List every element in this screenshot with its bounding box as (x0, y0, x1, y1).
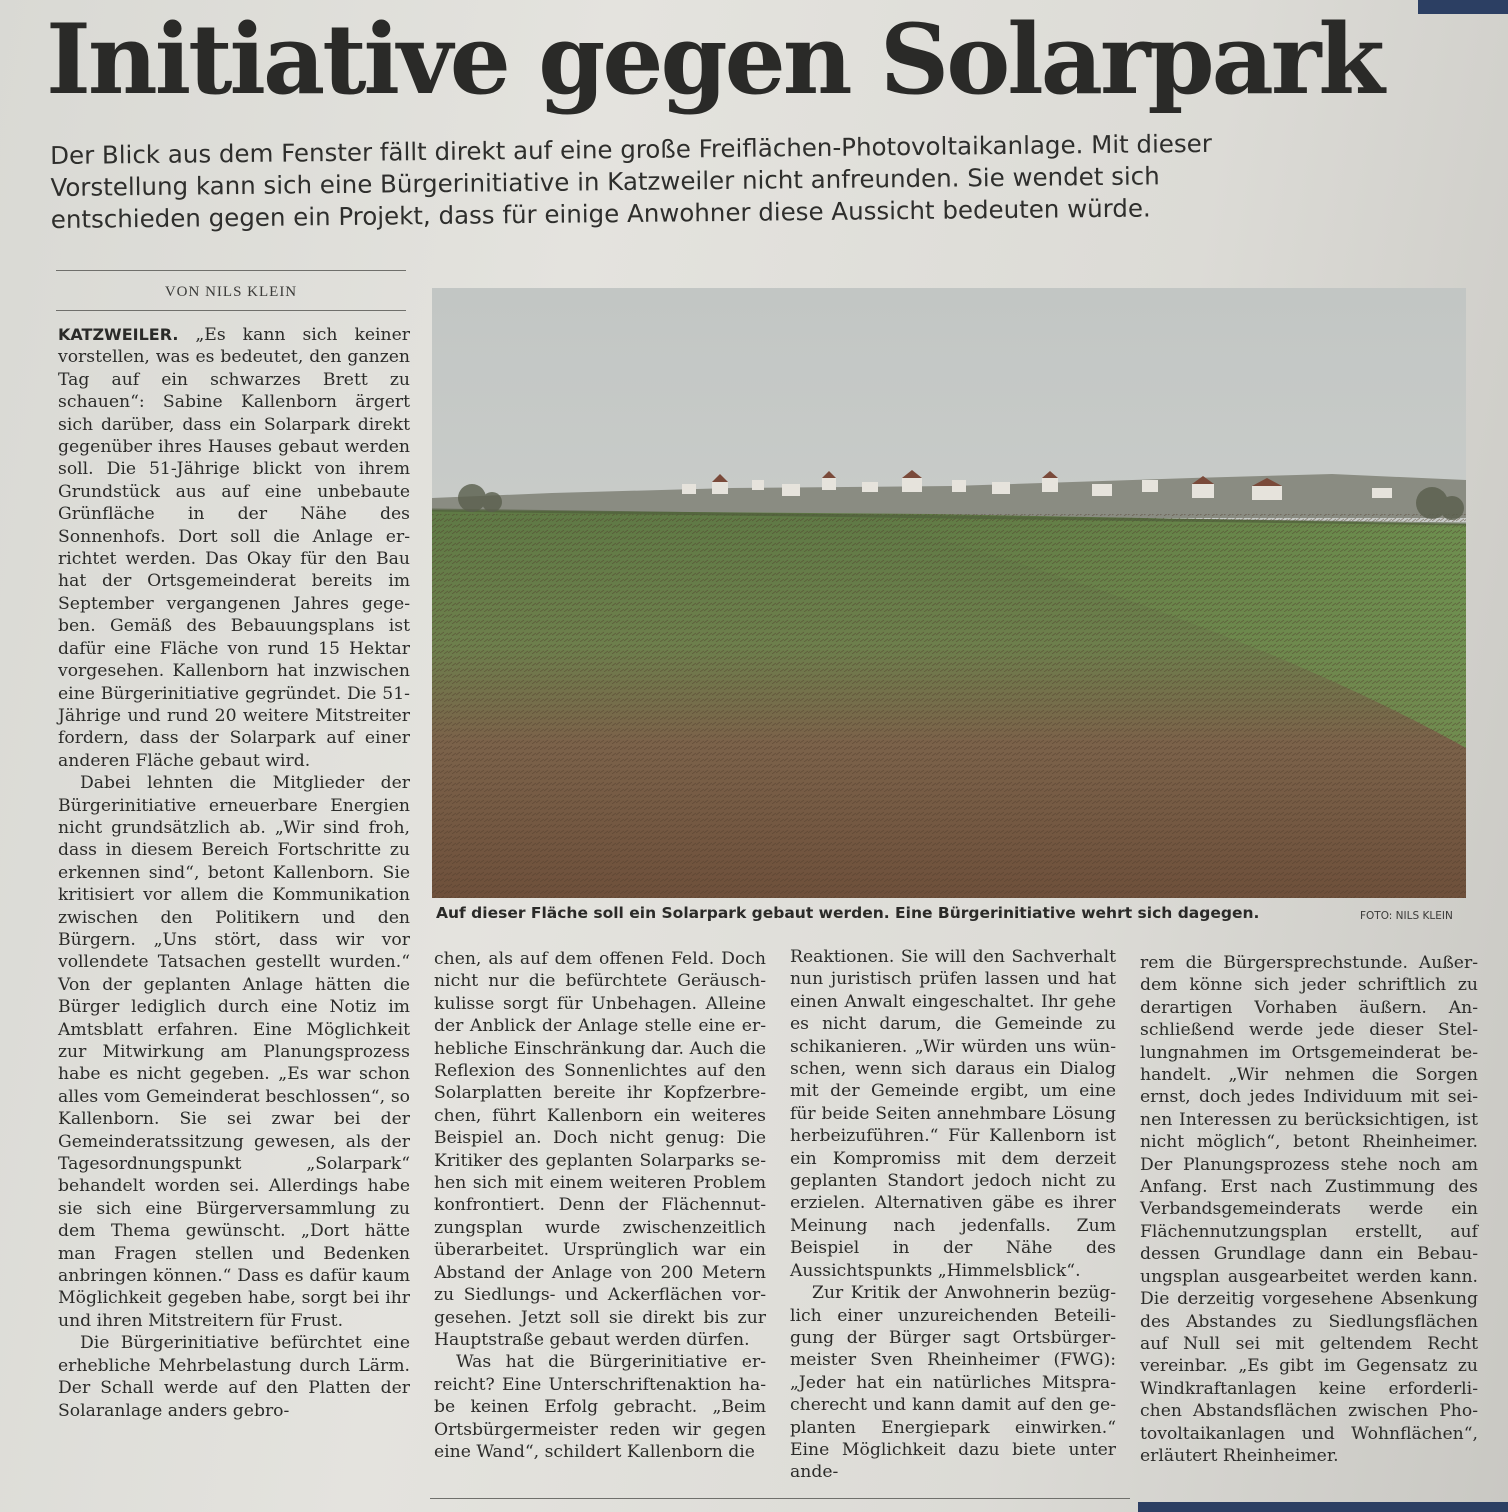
dateline: KATZWEILER. (58, 325, 179, 344)
byline: VON NILS KLEIN (164, 284, 298, 300)
lead-paragraph: Der Blick aus dem Fenster fällt direkt auf eine große Freiflächen-Photovoltaikanlage. Mit dieser Vorstellung kann sich eine Bürgerinitiative in Katzweiler nicht anfreunden. Sie wendet sich entschieden gegen ein Projekt, dass für einige Anwohner diese Aussicht bedeuten würde. (50, 128, 1212, 234)
column-2 (434, 948, 766, 1463)
byline-rule-bottom (56, 310, 406, 311)
photo-caption: Auf dieser Fläche soll ein Solarpark gebaut werden. Eine Bürgerinitiative wehrt sich dagegen. (436, 904, 1260, 922)
column-4-paragraph-1: rem die Bürgersprechstunde. Außerdem könne sich jeder schriftlich zu derartigen Vorhaben äußern. Anschließend werde jede dieser Stellungnahmen im Ortsgemeinderat behandelt. „Wir nehmen die Sorgen ernst, doch jedes Individuum mit seinen Interessen zu berücksichtigen, ist nicht möglich“, betont Rheinheimer. Der Planungsprozess stehe noch am Anfang. Erst nach Zustimmung des Verbandsgemeinderats werde ein Flächennutzungsplan erstellt, auf dessen Grundlage dann ein Bebauungsplan ausgearbeitet werden kann. Die derzeitig vorgesehene Absenkung des Abstandes zu Siedlungsflächen auf Null sei mit geltendem Recht vereinbar. „Es gibt im Gegensatz zu Windkraftanlagen keine erforderlichen Abstandsflächen zwischen Photovoltaikanlagen und Wohnflächen“, erläutert Rheinheimer. (1140, 953, 1478, 1466)
column-1-paragraph-1 (58, 324, 410, 772)
article-photo (432, 288, 1466, 898)
column-3-paragraph-2: Zur Kritik der Anwohnerin bezüglich einer unzureichenden Beteiligung der Bürger sagt Ortsbürgermeister Sven Rheinheimer (FWG): „Jeder hat ein natürliches Mitspracherecht und kann damit auf den geplanten Energiepark einwirken.“ Eine Möglichkeit dazu biete unter ande- (790, 1283, 1116, 1483)
column-3 (790, 946, 1116, 1484)
column-2-paragraph-2: Was hat die Bürgerinitiative erreicht? Eine Unterschriftenaktion habe keinen Erfolg gebracht. „Beim Ortsbürgermeister reden wir gegen eine Wand“, schildert Kallenborn die (434, 1352, 766, 1462)
bottom-rule (430, 1498, 1130, 1499)
column-4 (1140, 952, 1478, 1467)
headline: Initiative gegen Solarpark (46, 3, 1382, 116)
byline-rule-top (56, 270, 406, 271)
column-2-paragraph-1: chen, als auf dem offenen Feld. Doch nicht nur die befürchtete Geräuschkulisse sorgt für Unbehagen. Alleine der Anblick der Anlage stelle eine erhebliche Einschränkung dar. Auch die Reflexion des Sonnenlichtes auf den Solarplatten bereite ihr Kopfzerbrechen, führt Kallenborn ein weiteres Beispiel an. Doch nicht genug: Die Kritiker des geplanten Solarparks sehen sich mit einem weiteren Problem konfrontiert. Denn der Flächennutzungsplan wurde zwischenzeitlich überarbeitet. Ursprünglich war ein Abstand der Anlage von 200 Metern zu Siedlungs- und Ackerflächen vorgesehen. Jetzt soll sie direkt bis zur Hauptstraße gebaut werden dürfen. (434, 949, 766, 1350)
column-1-paragraph-3: Die Bürgerinitiative befürchtet eine erhebliche Mehrbelastung durch Lärm. Der Schall werde auf den Platten der Solaranlage anders gebro- (58, 1333, 410, 1421)
column-1 (58, 324, 410, 1422)
adjacent-ad-edge-bottom (1138, 1502, 1508, 1512)
column-3-paragraph-1: Reaktionen. Sie will den Sachverhalt nun juristisch prüfen lassen und hat einen Anwalt eingeschaltet. Ihr gehe es nicht darum, die Gemeinde zu schikanieren. „Wir würden uns wünschen, wenn sich daraus ein Dialog mit der Gemeinde ergibt, um eine für beide Seiten annehmbare Lösung herbeizuführen.“ Für Kallenborn ist ein Kompromiss mit dem derzeit geplanten Standort jedoch nicht zu erzielen. Alternativen gäbe es ihrer Meinung nach jedenfalls. Zum Beispiel in der Nähe des Aussichtspunkts „Himmelsblick“. (790, 947, 1116, 1281)
column-1-text-1: „Es kann sich keiner vorstellen, was es bedeutet, den ganzen Tag auf ein schwarzes Brett zu schauen“: Sabine Kallenborn ärgert sich darüber, dass ein Solarpark direkt gegenüber ihres Hauses gebaut werden soll. Die 51-Jährige blickt von ihrem Grundstück aus auf eine unbebaute Grünfläche in der Nähe des Sonnenhofs. Dort soll die Anlage errichtet werden. Das Okay für den Bau hat der Ortsgemeinderat bereits im September vergangenen Jahres gegeben. Gemäß des Bebauungsplans ist dafür eine Fläche von rund 15 Hektar vorgesehen. Kallenborn hat inzwischen eine Bürgerinitiative gegründet. Die 51-Jährige und rund 20 weitere Mitstreiter fordern, dass der Solarpark auf einer anderen Fläche gebaut wird. (58, 325, 410, 771)
adjacent-ad-edge (1418, 0, 1508, 14)
photo-credit: FOTO: NILS KLEIN (1360, 910, 1453, 922)
field-photo-illustration (432, 288, 1466, 898)
column-1-paragraph-2: Dabei lehnten die Mitglieder der Bürgerinitiative erneuerbare Energien nicht grundsätzlich ab. „Wir sind froh, dass in diesem Bereich Fortschritte zu erkennen sind“, betont Kallenborn. Sie kritisiert vor allem die Kommunikation zwischen den Politikern und den Bürgern. „Uns stört, dass wir vor vollendete Tatsachen gestellt wurden.“ Von der geplanten Anlage hätten die Bürger lediglich durch eine Notiz im Amtsblatt erfahren. Eine Möglichkeit zur Mitwirkung am Planungsprozess habe es nicht gegeben. „Es war schon alles vom Gemeinderat beschlossen“, so Kallenborn. Sie sei zwar bei der Gemeinderatssitzung gewesen, als der Tagesordnungspunkt „Solarpark“ behandelt worden sei. Allerdings habe sie sich eine Bürgerversammlung zu dem Thema gewünscht. „Dort hätte man Fragen stellen und Bedenken anbringen können.“ Dass es dafür kaum Möglichkeit gegeben habe, sorgt bei ihr und ihren Mitstreitern für Frust. (58, 773, 410, 1331)
